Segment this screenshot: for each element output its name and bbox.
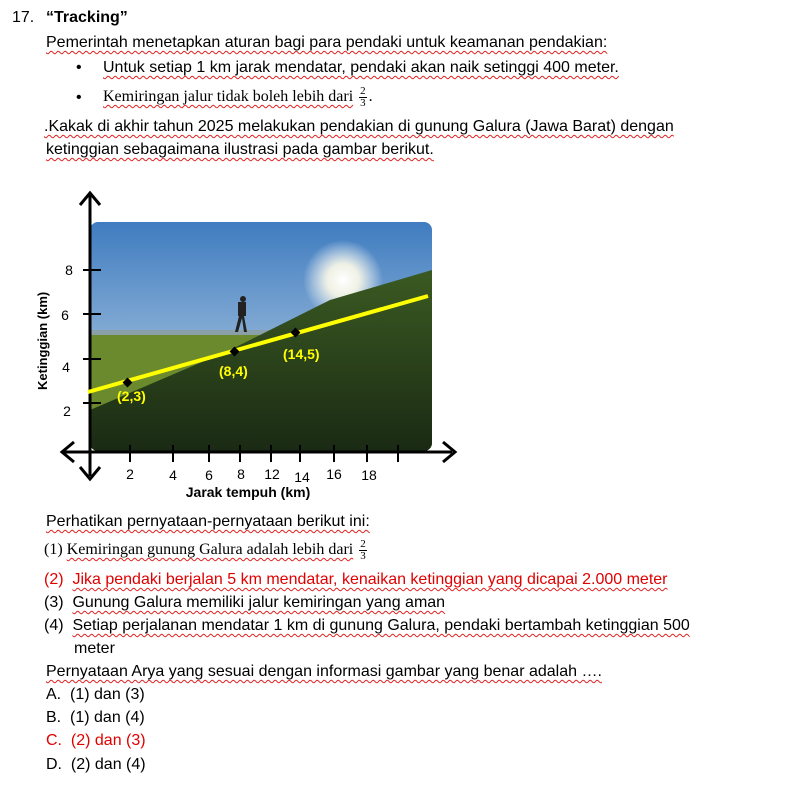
fraction <box>359 539 367 562</box>
frac-den: 3 <box>360 550 366 562</box>
statement-text: Kemiringan gunung Galura adalah lebih dari <box>66 541 354 559</box>
x-tick-label: 14 <box>294 469 310 485</box>
y-axis-label: Ketinggian (km) <box>35 291 50 390</box>
option-text: (2) dan (3) <box>70 732 146 749</box>
frac-num: 2 <box>360 538 366 550</box>
context-line-1: .Kakak di akhir tahun 2025 melakukan pendakian di gunung Galura (Jawa Barat) dengan <box>44 118 674 135</box>
option-c[interactable] <box>46 731 146 751</box>
x-tick-label: 18 <box>361 467 377 483</box>
rule-2-text: Kemiringan jalur tidak boleh lebih dari <box>103 88 354 106</box>
x-tick-label: 8 <box>237 466 245 482</box>
question-title: “Tracking” <box>46 9 128 26</box>
question-intro: Pemerintah menetapkan aturan bagi para pendaki untuk keamanan pendakian: <box>46 34 608 51</box>
statement-1 <box>44 539 369 562</box>
statement-2 <box>44 570 668 590</box>
context-line-2: ketinggian sebagaimana ilustrasi pada gambar berikut. <box>46 141 434 158</box>
option-b[interactable] <box>46 708 145 728</box>
option-text: (1) dan (3) <box>70 686 145 703</box>
frac-den: 3 <box>360 97 366 109</box>
option-letter: A. <box>46 686 62 703</box>
statement-text: Gunung Galura memiliki jalur kemiringan yang aman <box>72 594 446 611</box>
option-text: (2) dan (4) <box>70 756 146 773</box>
statements-prompt: Pernyataan Arya yang sesuai dengan informasi gambar yang benar adalah …. <box>46 663 602 680</box>
point-label: (14,5) <box>283 346 320 362</box>
statement-num: (4) <box>44 617 64 634</box>
statement-text: Setiap perjalanan mendatar 1 km di gunung Galura, pendaki bertambah ketinggian 500 <box>72 617 690 634</box>
statements-heading: Perhatikan pernyataan-pernyataan berikut ini: <box>46 513 370 530</box>
option-d[interactable] <box>46 755 146 775</box>
x-tick-label: 6 <box>205 467 213 483</box>
option-a[interactable] <box>46 685 145 705</box>
statement-num: (1) <box>44 541 63 559</box>
bullet: • <box>76 89 82 106</box>
statement-3 <box>44 593 445 613</box>
rule-1: Untuk setiap 1 km jarak mendatar, pendaki akan naik setinggi 400 meter. <box>103 59 619 76</box>
option-letter: D. <box>46 756 62 773</box>
y-tick-label: 8 <box>65 262 73 278</box>
x-tick-label: 12 <box>264 466 280 482</box>
question-number: 17. <box>12 9 35 26</box>
option-letter: C. <box>46 732 62 749</box>
statement-text: Jika pendaki berjalan 5 km mendatar, kenaikan ketinggian yang dicapai 2.000 meter <box>72 571 668 588</box>
suffix: . <box>368 88 373 106</box>
statement-4 <box>44 616 690 636</box>
statement-4-cont: meter <box>74 640 115 657</box>
x-tick-label: 4 <box>169 467 177 483</box>
hiking-photo <box>90 222 432 451</box>
y-tick-label: 2 <box>63 403 71 419</box>
option-letter: B. <box>46 709 62 726</box>
x-tick-label: 16 <box>326 466 342 482</box>
x-axis-label: Jarak tempuh (km) <box>185 484 311 500</box>
y-tick-label: 6 <box>61 307 69 323</box>
bullet: • <box>76 59 82 76</box>
point-label: (8,4) <box>219 363 248 379</box>
statement-num: (2) <box>44 571 64 588</box>
statement-num: (3) <box>44 594 64 611</box>
y-tick-label: 4 <box>62 359 70 375</box>
x-tick-label: 2 <box>126 466 134 482</box>
option-text: (1) dan (4) <box>70 709 145 726</box>
point-label: (2,3) <box>117 388 146 404</box>
frac-num: 2 <box>360 85 366 97</box>
